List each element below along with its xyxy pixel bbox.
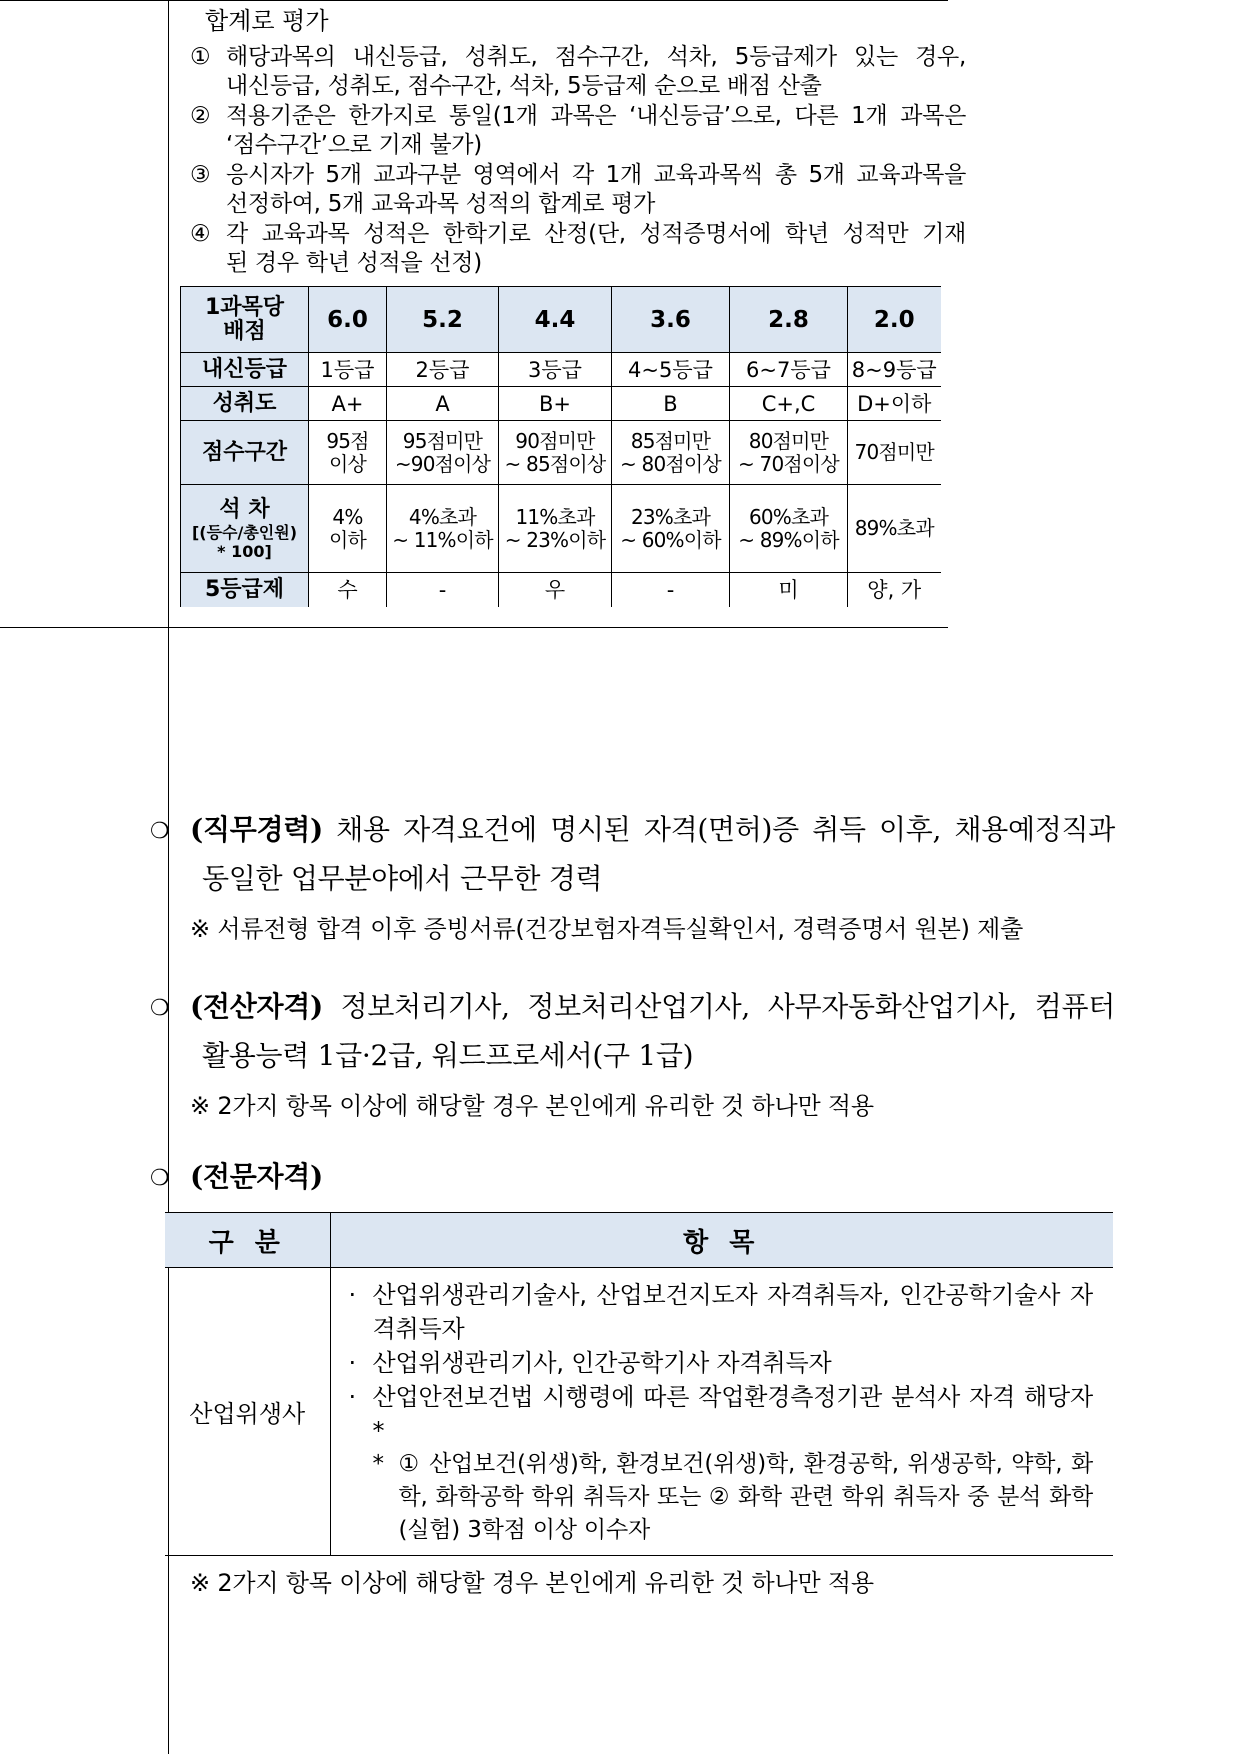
table-cell: D+이하 (848, 387, 941, 421)
table-cell: 11%초과 ~ 23%이하 (499, 485, 612, 573)
score-header-label: 1과목당 배점 (181, 287, 309, 353)
circle-bullet-icon: ❍ (150, 1166, 170, 1191)
section-title: (전문자격) (190, 1160, 323, 1193)
row-label: 점수구간 (181, 421, 309, 485)
table-cell: A+ (309, 387, 387, 421)
score-header-row (181, 287, 941, 353)
table-row (181, 573, 941, 607)
list-item: · 산업위생관리기술사, 산업보건지도자 자격취득자, 인간공학기술사 자격취득자 (348, 1281, 1093, 1343)
score-cell: 2.8 (730, 287, 848, 353)
table-cell: 90점미만 ~ 85점이상 (499, 421, 612, 485)
table-row (165, 1268, 1113, 1556)
score-cell: 4.4 (499, 287, 612, 353)
footnote: * ① 산업보건(위생)학, 환경보건(위생)학, 환경공학, 위생공학, 약학, 화학, 화학공학 학위 취득자 또는 ② 화학 관련 학위 취득자 중 분석 화학(실험) 3학점 이상 이수자 (372, 1451, 1093, 1543)
table-cell: 우 (499, 573, 612, 607)
grade-heading: 합계로 평가 (205, 7, 329, 35)
grade-score-table (180, 286, 941, 607)
table-cell: 2등급 (387, 353, 499, 387)
grade-criteria-box: 합계로 평가 ① 해당과목의 내신등급, 성취도, 점수구간, 석차, 5등급제가 있는 경우, 내신등급, 성취도, 점수구간, 석차, 5등급제 순으로 배점 산출 ② 적용기준은 한가지로 통일(1개 과목은 ‘내신등급’으로, 다른 1개 과목은 ‘점수구간’으로 기재 불가) ③ 응시자가 5개 교과구분 영역에서 각 1개 교육과목씩 총 5개 교육과목을 선정하여, 5개 교육과목 성적의 합계로 평가 ④ 각 교육과목 성적은 한학기로 산정(단, 성적증명서에 학년 성적만 기재 된 경우 학년 성적을 선정) 1과목당 배점 6.0 5.2 4.4 3.6 2.8 2.0 내신등급 1등급 2등급 3등급 4~5등급 6~7등급 8~9등급 성취도 A+ A B+ B C+,C D+이하 점수구간 95점 이상 95점미만 ~90점이상 90점미만 ~ 85점이상 85점미만 ~ 80점이상 80점미만 ~ 70점이상 70점미만 석 차 [(등수/총인원) * 100] 4% 이하 4%초과 ~ 11%이하 11%초과 ~ 23%이하 23%초과 ~ 60%이하 60%초과 ~ 89%이하 89%초과 5등급제 수 - 우 - 미 양, 가 (0, 0, 948, 628)
category-cell: 산업위생사 (165, 1268, 330, 1556)
table-cell: B (612, 387, 730, 421)
table-cell: - (387, 573, 499, 607)
table-cell: 23%초과 ~ 60%이하 (612, 485, 730, 573)
table-cell: 89%초과 (848, 485, 941, 573)
section-title: (직무경력) (190, 813, 323, 846)
table-cell: A (387, 387, 499, 421)
table-cell: 95점 이상 (309, 421, 387, 485)
circle-bullet-icon: ❍ (150, 819, 170, 844)
table-cell: 4~5등급 (612, 353, 730, 387)
table-cell: 95점미만 ~90점이상 (387, 421, 499, 485)
table-cell: - (612, 573, 730, 607)
table-cell: 3등급 (499, 353, 612, 387)
table-cell: 8~9등급 (848, 353, 941, 387)
section-title: (전산자격) (190, 990, 323, 1023)
table-cell: 6~7등급 (730, 353, 848, 387)
table-row (181, 387, 941, 421)
table-row (181, 485, 941, 573)
list-item: · 산업안전보건법 시행령에 따른 작업환경측정기관 분석사 자격 해당자* (348, 1383, 1093, 1445)
table-cell: 80점미만 ~ 70점이상 (730, 421, 848, 485)
table-header-row (165, 1213, 1113, 1268)
list-item: · 산업위생관리기사, 인간공학기사 자격취득자 (348, 1349, 832, 1377)
table-row (181, 421, 941, 485)
row-label: 내신등급 (181, 353, 309, 387)
table-cell: 4% 이하 (309, 485, 387, 573)
table-row (181, 353, 941, 387)
row-label: 5등급제 (181, 573, 309, 607)
circle-bullet-icon: ❍ (150, 996, 170, 1021)
professional-cert-table (165, 1212, 1113, 1556)
table-cell: B+ (499, 387, 612, 421)
table-cell: 미 (730, 573, 848, 607)
table-cell: C+,C (730, 387, 848, 421)
job-experience-note: ※ 서류전형 합격 이후 증빙서류(건강보험자격득실확인서, 경력증명서 원본) 제출 (190, 915, 1024, 943)
table-cell: 양, 가 (848, 573, 941, 607)
score-cell: 3.6 (612, 287, 730, 353)
table-cell: 85점미만 ~ 80점이상 (612, 421, 730, 485)
score-cell: 2.0 (848, 287, 941, 353)
table-cell: 4%초과 ~ 11%이하 (387, 485, 499, 573)
col-items-header: 항 목 (330, 1213, 1113, 1268)
score-cell: 6.0 (309, 287, 387, 353)
row-label: 석 차 [(등수/총인원) * 100] (181, 485, 309, 573)
computer-cert-note: ※ 2가지 항목 이상에 해당할 경우 본인에게 유리한 것 하나만 적용 (190, 1092, 874, 1120)
table-cell: 수 (309, 573, 387, 607)
score-cell: 5.2 (387, 287, 499, 353)
table-cell: 1등급 (309, 353, 387, 387)
professional-cert-note: ※ 2가지 항목 이상에 해당할 경우 본인에게 유리한 것 하나만 적용 (190, 1569, 874, 1597)
row-label: 성취도 (181, 387, 309, 421)
items-cell (330, 1268, 1113, 1556)
col-category-header: 구 분 (165, 1213, 330, 1268)
table-cell: 70점미만 (848, 421, 941, 485)
table-cell: 60%초과 ~ 89%이하 (730, 485, 848, 573)
